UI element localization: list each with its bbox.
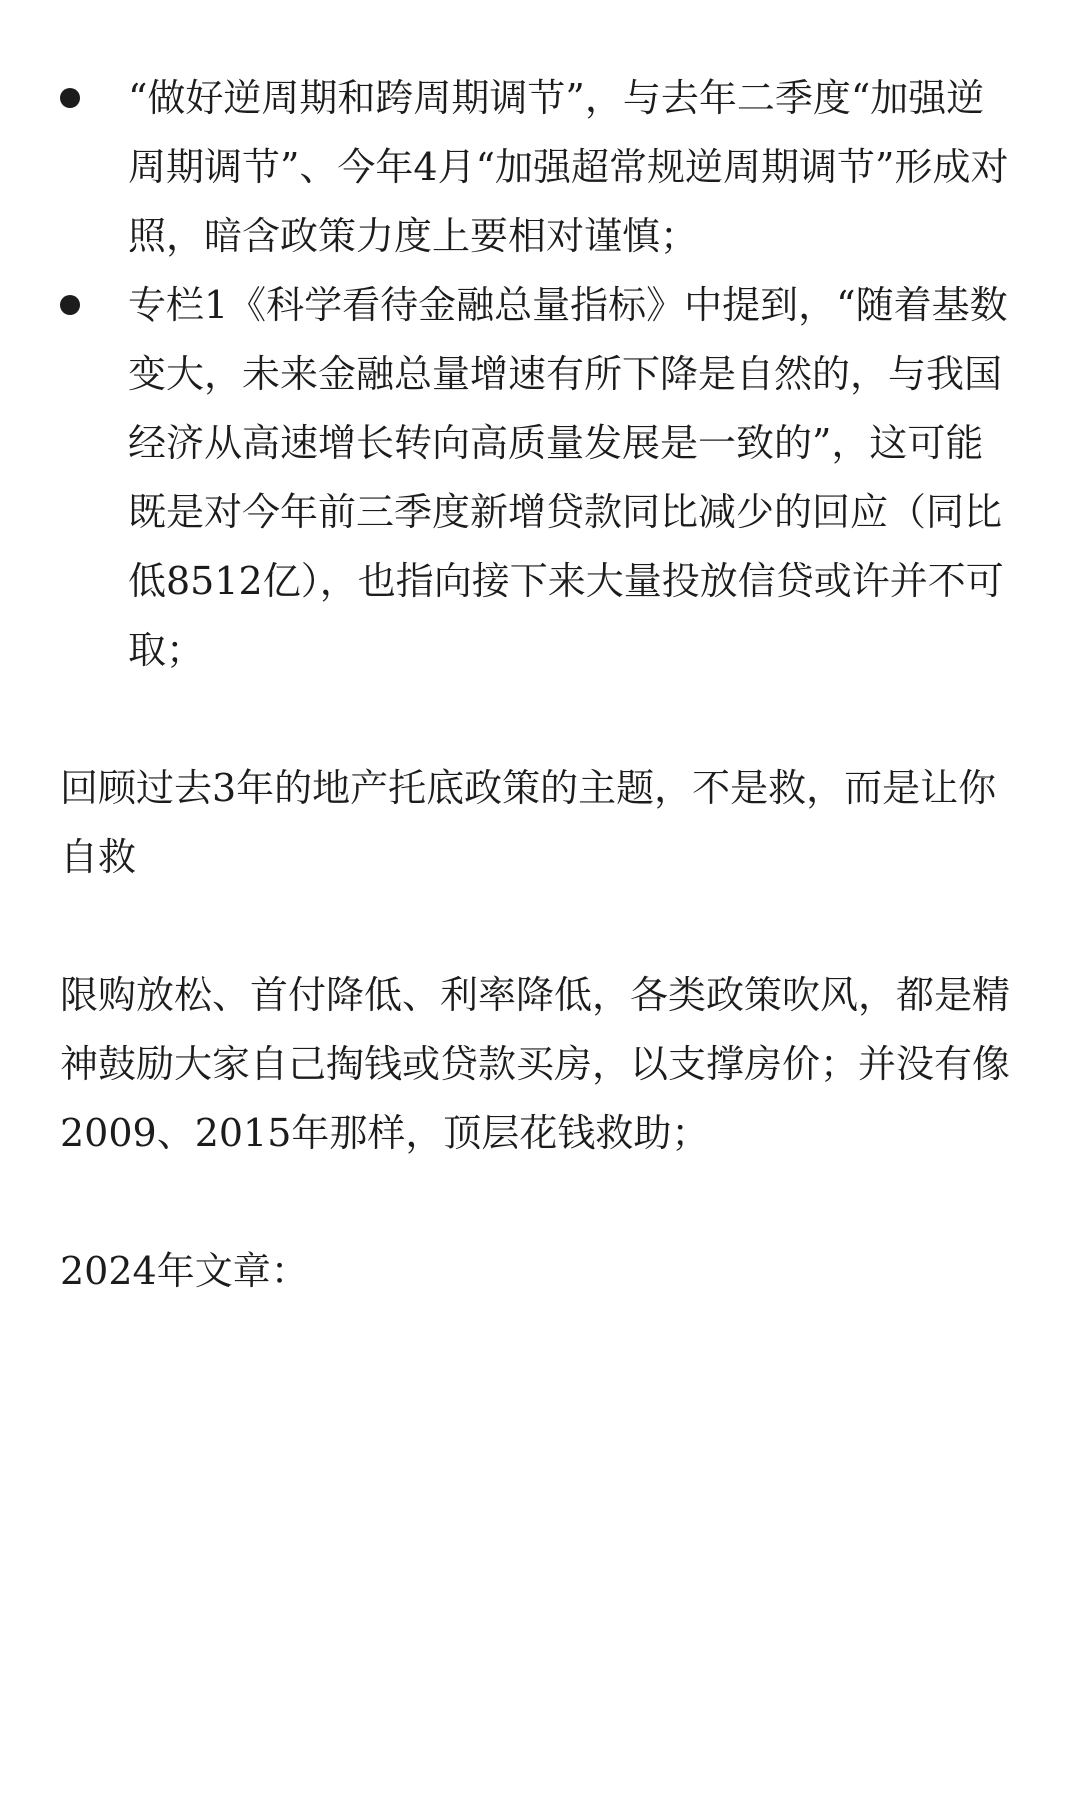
bullet-text: 专栏1《科学看待金融总量指标》中提到，“随着基数变大，未来金融总量增速有所下降是自然的，与我国经济从高速增长转向高质量发展是一致的”，这可能既是对今年前三季度新增贷款同比减少的回应（同比低8512亿），也指向接下来大量投放信贷或许并不可取； (128, 283, 1008, 672)
paragraph: 回顾过去3年的地产托底政策的主题，不是救，而是让你自救 (60, 766, 997, 879)
list-item (60, 271, 1020, 685)
paragraph: 2024年文章： (60, 1249, 309, 1293)
list-item (60, 64, 1020, 271)
paragraph: 限购放松、首付降低、利率降低，各类政策吹风，都是精神鼓励大家自己掏钱或贷款买房，以支撑房价；并没有像2009、2015年那样，顶层花钱救助； (60, 973, 1011, 1155)
bullet-list (60, 64, 1020, 685)
bullet-icon (60, 295, 80, 315)
bullet-text: “做好逆周期和跨周期调节”，与去年二季度“加强逆周期调节”、今年4月“加强超常规逆周期调节”形成对照，暗含政策力度上要相对谨慎； (128, 76, 1009, 258)
bullet-icon (60, 88, 80, 108)
